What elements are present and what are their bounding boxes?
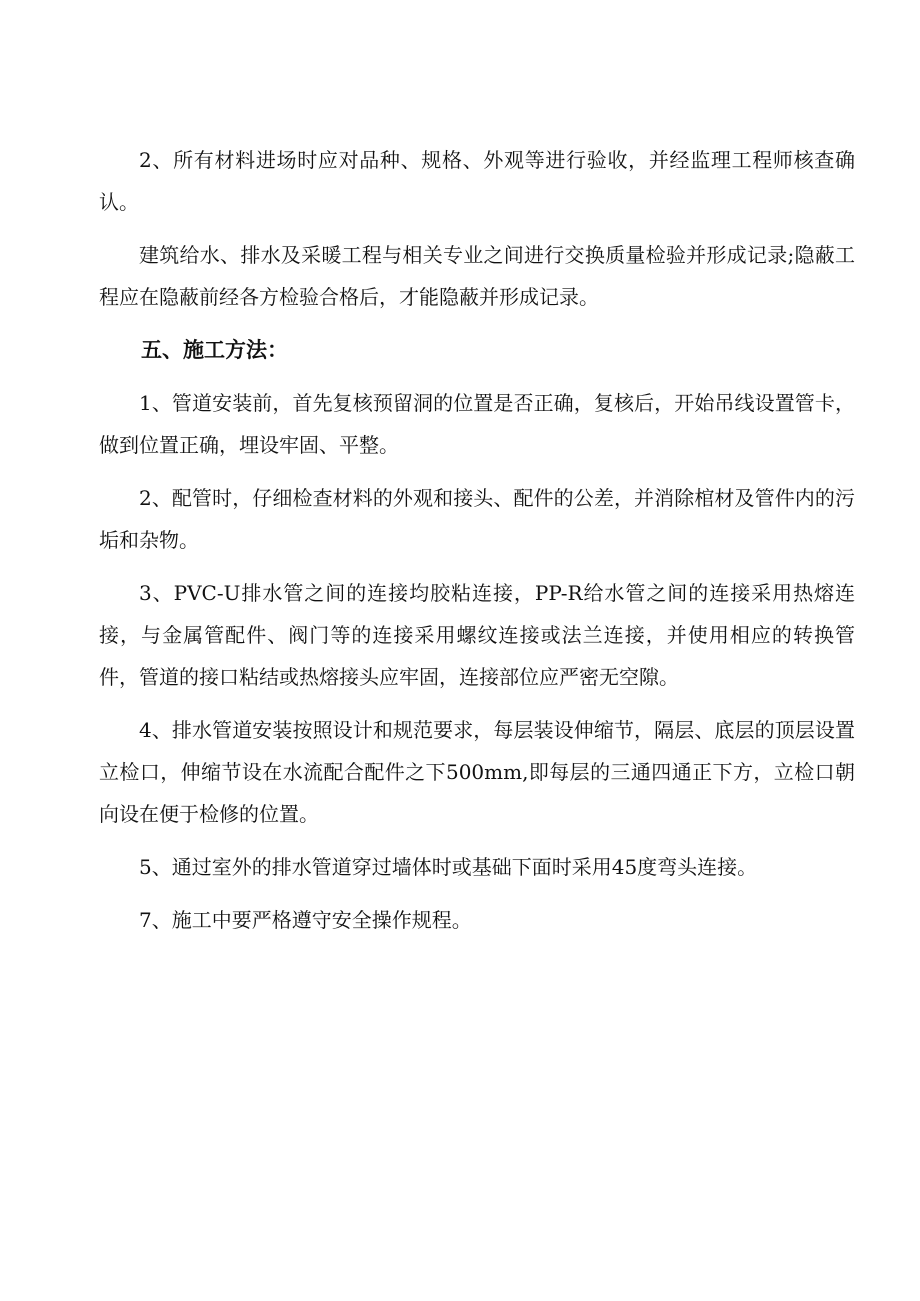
- paragraph-material-inspection: 2、所有材料进场时应对品种、规格、外观等进行验收，并经监理工程师核查确认。: [99, 148, 855, 214]
- paragraph-step-4: 4、排水管道安装按照设计和规范要求，每层装设伸缩节，隔层、底层的顶层设置立检口，伸缩节设在水流配合配件之下500mm,即每层的三通四通正下方，立检口朝向设在便于检修的位置。: [99, 718, 855, 826]
- section-heading-construction-method: 五、施工方法：: [141, 338, 288, 362]
- paragraph-step-1: 1、管道安装前，首先复核预留洞的位置是否正确，复核后，开始吊线设置管卡，做到位置正确，埋设牢固、平整。: [99, 391, 855, 457]
- document-body: [99, 139, 855, 952]
- paragraph-step-7: 7、施工中要严格遵守安全操作规程。: [139, 908, 472, 932]
- paragraph-step-3: 3、PVC-U排水管之间的连接均胶粘连接，PP-R给水管之间的连接采用热熔连接，与金属管配件、阀门等的连接采用螺纹连接或法兰连接，并使用相应的转换管件，管道的接口粘结或热熔接头应牢固，连接部位应严密无空隙。: [99, 581, 855, 689]
- paragraph-step-2: 2、配管时，仔细检查材料的外观和接头、配件的公差，并消除棺材及管件内的污垢和杂物。: [99, 486, 855, 552]
- paragraph-hidden-works: 建筑给水、排水及采暖工程与相关专业之间进行交换质量检验并形成记录;隐蔽工程应在隐蔽前经各方检验合格后，才能隐蔽并形成记录。: [99, 243, 855, 309]
- paragraph-step-5: 5、通过室外的排水管道穿过墙体时或基础下面时采用45度弯头连接。: [139, 855, 758, 879]
